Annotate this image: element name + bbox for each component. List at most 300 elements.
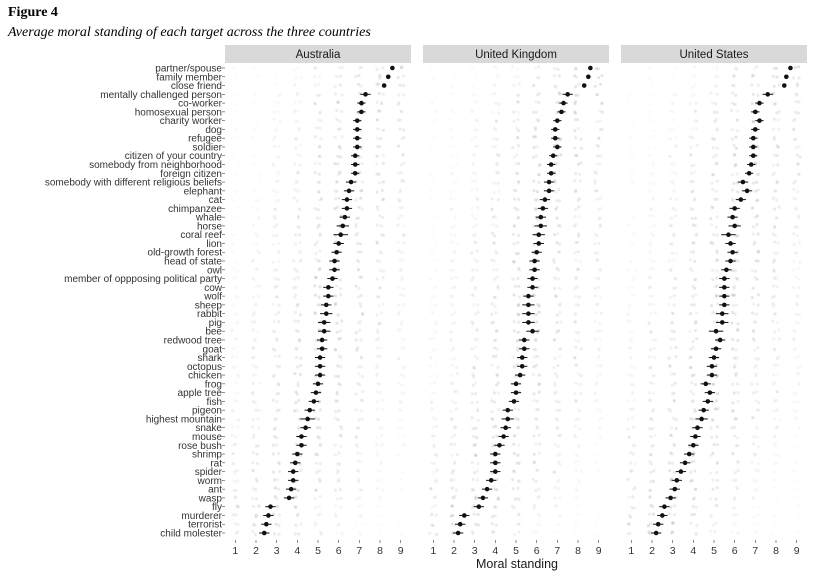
y-tick-label: coral reef [180, 230, 222, 242]
raw-point [671, 180, 674, 183]
raw-point [575, 285, 578, 288]
raw-point [278, 513, 281, 516]
raw-point [771, 532, 774, 535]
raw-point [380, 102, 383, 105]
raw-point [736, 382, 739, 385]
raw-point [772, 383, 775, 386]
raw-point [632, 216, 635, 219]
raw-point [651, 427, 654, 430]
raw-point [798, 313, 801, 316]
raw-point [357, 372, 360, 375]
raw-point [359, 409, 362, 412]
raw-point [314, 506, 317, 509]
raw-point [690, 172, 693, 175]
raw-point [378, 532, 381, 535]
raw-point [753, 66, 756, 69]
raw-point [339, 146, 342, 149]
raw-point [595, 93, 598, 96]
y-tick-label: dog [205, 124, 222, 136]
raw-point [792, 197, 795, 200]
raw-point [672, 190, 675, 193]
raw-point [337, 173, 340, 176]
raw-point [377, 295, 380, 298]
raw-point [430, 303, 433, 306]
raw-point [716, 392, 719, 395]
raw-point [773, 330, 776, 333]
raw-point [798, 355, 801, 358]
mean-point [289, 487, 294, 492]
raw-point [516, 487, 519, 490]
raw-point [295, 356, 298, 359]
raw-point [596, 407, 599, 410]
raw-point [595, 234, 598, 237]
raw-point [514, 207, 517, 210]
raw-point [751, 296, 754, 299]
raw-point [397, 522, 400, 525]
raw-point [731, 197, 734, 200]
raw-point [774, 461, 777, 464]
raw-point [452, 269, 455, 272]
raw-point [454, 189, 457, 192]
x-tick-label: 2 [253, 545, 259, 557]
raw-point [401, 392, 404, 395]
raw-point [579, 137, 582, 140]
raw-point [256, 462, 259, 465]
raw-point [477, 419, 480, 422]
raw-point [275, 190, 278, 193]
y-tick-label: bee [205, 326, 222, 338]
raw-point [553, 74, 556, 77]
raw-point [633, 276, 636, 279]
raw-point [297, 381, 300, 384]
raw-point [533, 506, 536, 509]
raw-point [491, 355, 494, 358]
raw-point [734, 67, 737, 70]
raw-point [536, 427, 539, 430]
raw-point [450, 410, 453, 413]
mean-point [710, 364, 715, 369]
raw-point [574, 346, 577, 349]
raw-point [472, 234, 475, 237]
mean-point [303, 425, 308, 430]
raw-point [633, 67, 636, 70]
raw-point [538, 374, 541, 377]
raw-point [450, 208, 453, 211]
raw-point [576, 268, 579, 271]
mean-point [355, 145, 360, 150]
raw-point [771, 173, 774, 176]
raw-point [713, 530, 716, 533]
raw-point [513, 197, 516, 200]
raw-point [532, 478, 535, 481]
y-tick-label: mentally challenged person [100, 89, 222, 101]
raw-point [354, 522, 357, 525]
raw-point [496, 285, 499, 288]
raw-point [474, 454, 477, 457]
raw-point [716, 147, 719, 150]
raw-point [356, 242, 359, 245]
raw-point [376, 223, 379, 226]
y-tick-label: murderer [181, 510, 222, 522]
raw-point [798, 241, 801, 244]
raw-point [776, 181, 779, 184]
raw-point [596, 513, 599, 516]
x-tick-label: 5 [513, 545, 519, 557]
raw-point [359, 197, 362, 200]
raw-point [516, 348, 519, 351]
raw-point [553, 287, 556, 290]
raw-point [559, 347, 562, 350]
raw-point [777, 355, 780, 358]
raw-point [339, 278, 342, 281]
raw-point [355, 408, 358, 411]
raw-point [575, 505, 578, 508]
raw-point [360, 162, 363, 165]
raw-point [694, 293, 697, 296]
raw-point [361, 180, 364, 183]
raw-point [252, 346, 255, 349]
raw-point [339, 293, 342, 296]
raw-point [361, 522, 364, 525]
raw-point [253, 524, 256, 527]
x-tick-label: 9 [793, 545, 800, 557]
raw-point [596, 303, 599, 306]
raw-point [578, 410, 581, 413]
raw-point [554, 372, 557, 375]
raw-point [401, 347, 404, 350]
raw-point [751, 312, 754, 315]
raw-point [319, 137, 322, 140]
raw-point [340, 532, 343, 535]
raw-point [631, 207, 634, 210]
raw-point [274, 426, 277, 429]
raw-point [794, 252, 797, 255]
raw-point [453, 233, 456, 236]
raw-point [236, 479, 239, 482]
raw-point [428, 337, 431, 340]
raw-point [470, 401, 473, 404]
raw-point [671, 461, 674, 464]
raw-point [255, 409, 258, 412]
raw-point [475, 119, 478, 122]
facet-title: United States [679, 49, 749, 61]
raw-point [476, 93, 479, 96]
raw-point [580, 374, 583, 377]
raw-point [733, 153, 736, 156]
raw-point [773, 417, 776, 420]
raw-point [258, 409, 261, 412]
raw-point [629, 461, 632, 464]
mean-point [675, 478, 680, 483]
raw-point [735, 444, 738, 447]
raw-point [276, 478, 279, 481]
raw-point [277, 524, 280, 527]
raw-point [649, 243, 652, 246]
raw-point [670, 111, 673, 114]
raw-point [358, 287, 361, 290]
raw-point [339, 434, 342, 437]
raw-point [258, 179, 261, 182]
raw-point [734, 94, 737, 97]
raw-point [796, 234, 799, 237]
raw-point [375, 479, 378, 482]
raw-point [358, 496, 361, 499]
mean-point [749, 162, 754, 167]
raw-point [553, 357, 556, 360]
raw-point [778, 110, 781, 113]
raw-point [340, 319, 343, 322]
raw-point [399, 259, 402, 262]
raw-point [772, 497, 775, 500]
raw-point [773, 453, 776, 456]
raw-point [597, 286, 600, 289]
raw-point [258, 111, 261, 114]
raw-point [653, 102, 656, 105]
raw-point [452, 496, 455, 499]
mean-point [307, 408, 312, 413]
raw-point [649, 267, 652, 270]
raw-point [334, 207, 337, 210]
raw-point [534, 348, 537, 351]
raw-point [476, 513, 479, 516]
raw-point [401, 320, 404, 323]
raw-point [376, 313, 379, 316]
x-tick-label: 6 [731, 545, 738, 557]
raw-point [454, 401, 457, 404]
mean-point [458, 522, 463, 527]
raw-point [577, 418, 580, 421]
y-tick-label: pigeon [191, 405, 222, 417]
raw-point [734, 269, 737, 272]
raw-point [434, 504, 437, 507]
raw-point [399, 506, 402, 509]
y-tick-label: ant [208, 484, 222, 496]
mean-point [526, 294, 531, 299]
raw-point [401, 533, 404, 536]
raw-point [435, 533, 438, 536]
raw-point [651, 93, 654, 96]
raw-point [653, 224, 656, 227]
mean-point [330, 276, 335, 281]
raw-point [559, 224, 562, 227]
raw-point [652, 182, 655, 185]
raw-point [674, 172, 677, 175]
raw-point [449, 118, 452, 121]
raw-point [573, 215, 576, 218]
raw-point [756, 427, 759, 430]
raw-point [513, 533, 516, 536]
raw-point [652, 303, 655, 306]
raw-point [668, 357, 671, 360]
raw-point [319, 442, 322, 445]
raw-point [476, 409, 479, 412]
raw-point [559, 515, 562, 518]
raw-point [734, 136, 737, 139]
raw-point [472, 294, 475, 297]
raw-point [381, 216, 384, 219]
raw-point [474, 217, 477, 220]
raw-point [234, 182, 237, 185]
raw-point [356, 451, 359, 454]
raw-point [653, 434, 656, 437]
raw-point [397, 217, 400, 220]
raw-point [553, 497, 556, 500]
raw-point [792, 232, 795, 235]
raw-point [649, 241, 652, 244]
raw-point [255, 497, 258, 500]
raw-point [272, 243, 275, 246]
raw-point [315, 258, 318, 261]
mean-point [305, 417, 310, 422]
raw-point [689, 258, 692, 261]
raw-point [695, 233, 698, 236]
raw-point [432, 171, 435, 174]
raw-point [256, 480, 259, 483]
raw-point [688, 330, 691, 333]
raw-point [692, 393, 695, 396]
raw-point [535, 111, 538, 114]
raw-point [577, 83, 580, 86]
raw-point [401, 419, 404, 422]
mean-point [782, 83, 787, 88]
raw-point [599, 436, 602, 439]
raw-point [689, 102, 692, 105]
raw-point [233, 267, 236, 270]
raw-point [653, 146, 656, 149]
raw-point [516, 454, 519, 457]
raw-point [232, 347, 235, 350]
raw-point [536, 118, 539, 121]
raw-point [314, 276, 317, 279]
raw-point [381, 426, 384, 429]
y-tick-label: horse [196, 221, 222, 233]
raw-point [693, 74, 696, 77]
raw-point [400, 137, 403, 140]
raw-point [233, 399, 236, 402]
raw-point [652, 137, 655, 140]
mean-point [382, 83, 387, 88]
raw-point [490, 321, 493, 324]
raw-point [715, 67, 718, 70]
raw-point [474, 136, 477, 139]
raw-point [537, 434, 540, 437]
raw-point [494, 101, 497, 104]
raw-point [631, 407, 634, 410]
raw-point [558, 497, 561, 500]
raw-point [277, 452, 280, 455]
raw-point [450, 277, 453, 280]
raw-point [579, 179, 582, 182]
raw-point [318, 285, 321, 288]
raw-point [797, 531, 800, 534]
raw-point [557, 250, 560, 253]
raw-point [490, 313, 493, 316]
raw-point [435, 322, 438, 325]
raw-point [294, 188, 297, 191]
raw-point [736, 391, 739, 394]
raw-point [675, 198, 678, 201]
raw-point [710, 91, 713, 94]
raw-point [318, 155, 321, 158]
raw-point [556, 217, 559, 220]
raw-point [674, 286, 677, 289]
raw-point [378, 382, 381, 385]
raw-point [319, 408, 322, 411]
raw-point [596, 364, 599, 367]
raw-point [455, 408, 458, 411]
raw-point [376, 277, 379, 280]
raw-point [594, 311, 597, 314]
raw-point [430, 101, 433, 104]
raw-point [382, 162, 385, 165]
raw-point [338, 120, 341, 123]
raw-point [381, 399, 384, 402]
raw-point [710, 514, 713, 517]
raw-point [577, 127, 580, 130]
raw-point [577, 232, 580, 235]
raw-point [532, 180, 535, 183]
raw-point [716, 479, 719, 482]
mean-point [485, 487, 490, 492]
raw-point [673, 444, 676, 447]
raw-point [752, 120, 755, 123]
raw-point [669, 410, 672, 413]
raw-point [495, 138, 498, 141]
raw-point [794, 392, 797, 395]
mean-point [683, 461, 688, 466]
raw-point [275, 409, 278, 412]
raw-point [714, 102, 717, 105]
raw-point [254, 515, 257, 518]
raw-point [294, 401, 297, 404]
raw-point [573, 434, 576, 437]
raw-point [294, 532, 297, 535]
raw-point [628, 346, 631, 349]
raw-point [435, 215, 438, 218]
raw-point [379, 347, 382, 350]
raw-point [275, 268, 278, 271]
mean-point [741, 180, 746, 185]
y-tick-label: family member [156, 72, 222, 84]
raw-point [538, 173, 541, 176]
raw-point [252, 505, 255, 508]
raw-point [361, 208, 364, 211]
raw-point [554, 208, 557, 211]
raw-point [251, 164, 254, 167]
raw-point [453, 434, 456, 437]
raw-point [733, 357, 736, 360]
raw-point [274, 100, 277, 103]
raw-point [596, 444, 599, 447]
raw-point [232, 276, 235, 279]
raw-point [398, 419, 401, 422]
raw-point [534, 66, 537, 69]
raw-point [470, 138, 473, 141]
raw-point [474, 382, 477, 385]
raw-point [672, 74, 675, 77]
raw-point [251, 181, 254, 184]
raw-point [753, 366, 756, 369]
raw-point [470, 111, 473, 114]
raw-point [693, 373, 696, 376]
raw-point [649, 118, 652, 121]
raw-point [631, 198, 634, 201]
raw-point [672, 128, 675, 131]
raw-point [272, 234, 275, 237]
raw-point [668, 461, 671, 464]
raw-point [628, 436, 631, 439]
y-tick-label: apple tree [177, 388, 222, 400]
